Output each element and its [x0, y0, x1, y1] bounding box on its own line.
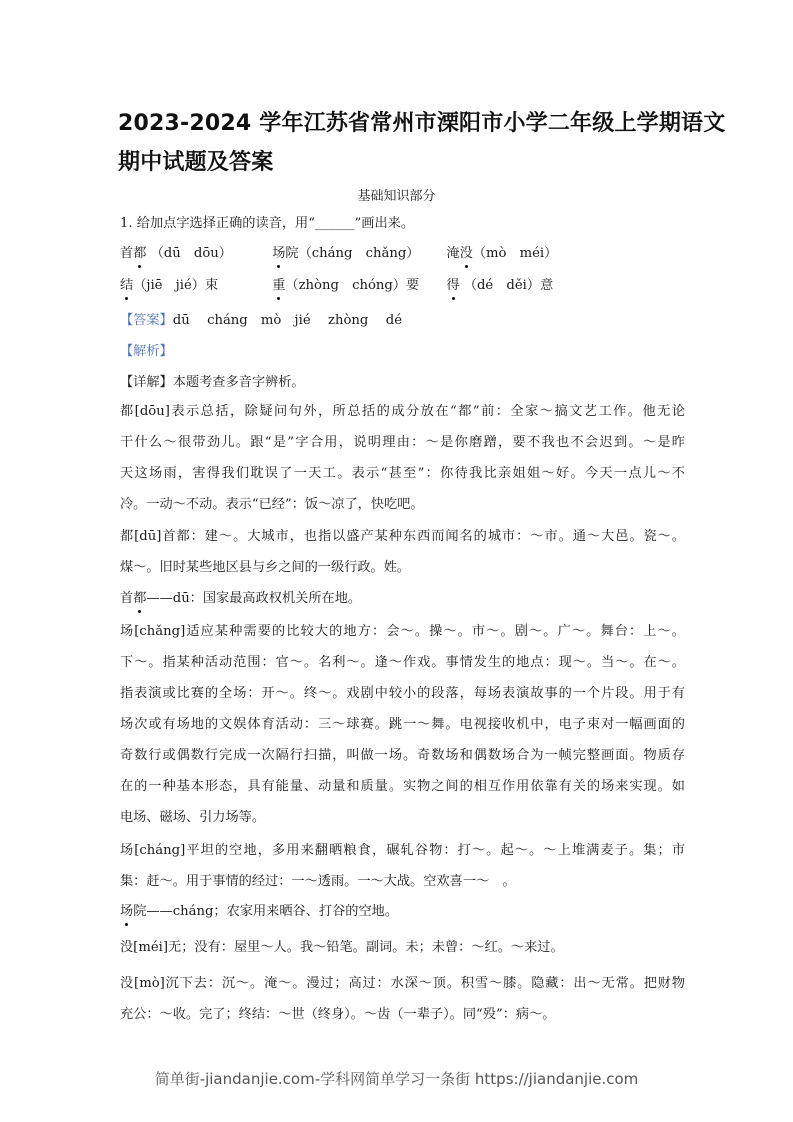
paragraph-line: 天这场雨，害得我们耽误了一天工。表示“甚至”：你待我比亲姐姐～好。今天一点儿～不: [120, 466, 685, 481]
document-title-line-1: 2023-2024 学年江苏省常州市溧阳市小学二年级上学期语文: [118, 111, 726, 136]
question-1-row-2: [120, 276, 685, 296]
paragraph-line: 场院——cháng；农家用来晒谷、打谷的空地。: [120, 902, 685, 922]
paragraph-line: 没[méi]无；没有：屋里～人。我～铅笔。副词。未；未曾：～红。～来过。: [120, 940, 564, 955]
paragraph-line: 指表演或比赛的全场：开～。终～。戏剧中较小的段落，每场表演故事的一个片段。用于有: [120, 686, 685, 701]
paragraph-line: 充公：～收。完了；终结：～世（终身）。～齿（一辈子）。同“殁”：病～。: [120, 1007, 556, 1022]
dotted-char: 都: [133, 244, 146, 264]
detail-text: 本题考查多音字辨析。: [172, 375, 305, 390]
dotted-char: 得: [446, 276, 459, 296]
paragraph-line: 没[mò]沉下去：沉～。淹～。漫过；高过：水深～顶。积雪～膝。隐藏：出～无常。把财物: [120, 976, 685, 991]
item-yanmo: 淹没（mò méi）: [446, 244, 557, 264]
dotted-char: 都: [133, 589, 146, 609]
paragraph-line: 电场、磁场、引力场等。: [120, 810, 266, 825]
question-1-prompt: 1. 给加点字选择正确的读音，用“______”画出来。: [120, 216, 415, 231]
paragraph-line: 冷。一动～不动。表示“已经”：饭～凉了，快吃吧。: [120, 497, 424, 512]
document-title-line-2: 期中试题及答案: [118, 150, 274, 175]
analysis-line: [120, 342, 685, 362]
paragraph-line: 场[chǎng]适应某种需要的比较大的地方：会～。操～。市～。剧～。广～。舞台：上～。: [120, 624, 685, 639]
paragraph-line: 煤～。旧时某些地区县与乡之间的一级行政。姓。: [120, 560, 411, 575]
answer-line: [120, 311, 685, 331]
item-shoudu: 首都 （dū dōu）: [120, 244, 268, 264]
footer-watermark: 简单街-jiandanjie.com-学科网简单学习一条街 https://jiandanjie.com: [154, 1070, 639, 1088]
answer-values: dū cháng mò jié zhòng dé: [172, 313, 402, 328]
dotted-char: 没: [460, 244, 473, 264]
item-deyi: 得 （dé děi）意: [446, 276, 553, 296]
paragraph-line: 下～。指某种活动范围：官～。名利～。逢～作戏。事情发生的地点：现～。当～。在～。: [120, 655, 685, 670]
paragraph-line: 都[dōu]表示总括，除疑问句外，所总括的成分放在“都”前：全家～搞文艺工作。他无论: [120, 404, 685, 419]
section-heading: 基础知识部分: [357, 189, 436, 204]
analysis-label: 【解析】: [120, 344, 173, 359]
dotted-char: 重: [272, 276, 285, 296]
detail-label: 【详解】: [120, 375, 173, 390]
dotted-char: 结: [120, 276, 133, 296]
question-1-row-1: [120, 244, 685, 264]
paragraph-line: 都[dū]首都：建～。大城市，也指以盛产某种东西而闻名的城市：～市。通～大邑。瓷～。: [120, 529, 685, 544]
paragraph-line: 干什么～很带劲儿。跟“是”字合用，说明理由：～是你磨蹭，要不我也不会迟到。～是昨: [120, 435, 685, 450]
dotted-char: 场: [120, 902, 133, 922]
paragraph-line: 首都——dū：国家最高政权机关所在地。: [120, 589, 685, 609]
item-jieshu: 结（jiē jié）束: [120, 276, 268, 296]
paragraph-line: 奇数行或偶数行完成一次隔行扫描，叫做一场。奇数场和偶数场合为一帧完整画面。物质存: [120, 748, 685, 763]
item-zhongyao: 重（zhòng chóng）要: [272, 276, 442, 296]
paragraph-line: 在的一种基本形态，具有能量、动量和质量。实物之间的相互作用依靠有关的场来实现。如: [120, 779, 685, 794]
paragraph-line: 场次或有场地的文娱体育活动：三～球赛。跳一～舞。电视接收机中，电子束对一幅画面的: [120, 717, 685, 732]
answer-label: 【答案】: [120, 313, 173, 328]
paragraph-line: 场[cháng]平坦的空地，多用来翻晒粮食，碾轧谷物：打～。起～。～上堆满麦子。集；市: [120, 843, 685, 858]
dotted-char: 场: [272, 244, 285, 264]
item-changyuan: 场院（cháng chǎng）: [272, 244, 442, 264]
paragraph-line: 集：赶～。用于事情的经过：一～透雨。一～大战。空欢喜一～ 。: [120, 874, 516, 889]
detail-line: [120, 373, 685, 393]
